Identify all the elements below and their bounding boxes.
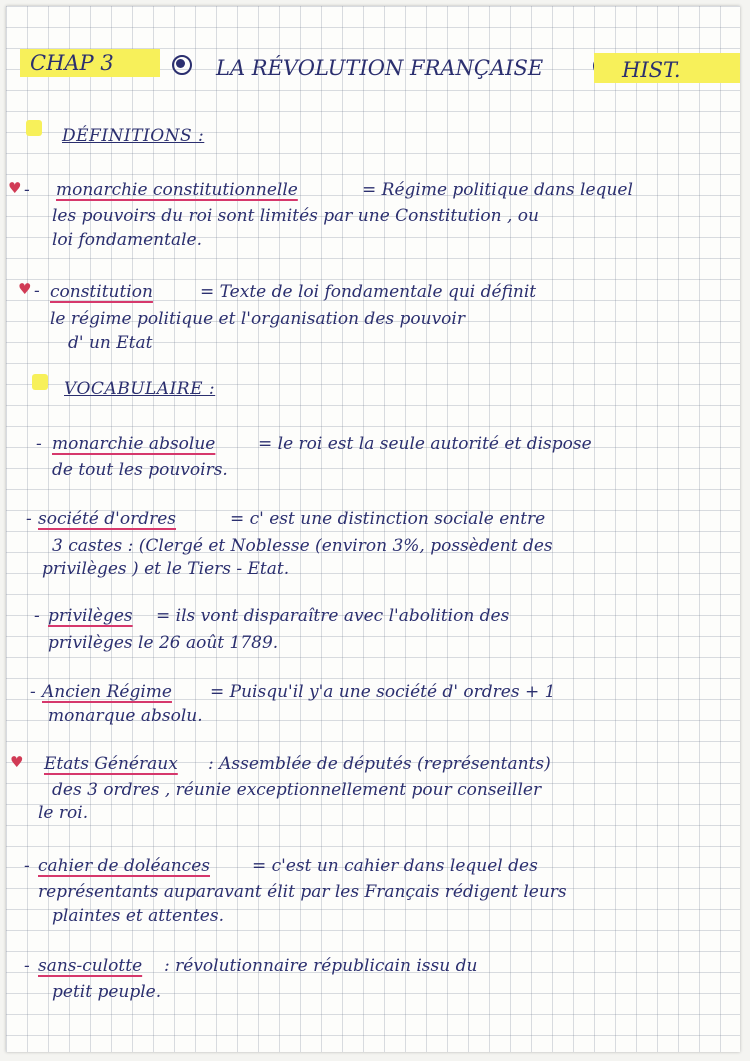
vocab-text: de tout les pouvoirs. xyxy=(52,460,228,480)
vocab-text: 3 castes : (Clergé et Noblesse (environ 3%, possèdent des xyxy=(52,536,553,556)
vocab-dash: - xyxy=(26,509,32,529)
vocab-text: : révolutionnaire républicain issu du xyxy=(164,956,478,976)
vocab-text: des 3 ordres , réunie exceptionnellement pour conseiller xyxy=(52,780,542,800)
vocab-term: Etats Généraux xyxy=(44,754,178,774)
vocab-text: = le roi est la seule autorité et dispose xyxy=(258,434,592,454)
definition-dash: - xyxy=(24,180,30,200)
vocab-text: = Puisqu'il y'a une société d' ordres + 1 xyxy=(210,682,556,702)
vocab-text: = c' est une distinction sociale entre xyxy=(230,509,546,529)
vocab-term: société d'ordres xyxy=(38,509,176,529)
heart-icon: ♥ xyxy=(8,179,22,197)
definition-text: loi fondamentale. xyxy=(52,230,203,250)
vocab-text: plaintes et attentes. xyxy=(52,906,224,926)
definition-term: constitution xyxy=(50,282,153,302)
vocabulary-heading: VOCABULAIRE : xyxy=(64,379,216,399)
vocab-term: cahier de doléances xyxy=(38,856,210,876)
vocab-text: le roi. xyxy=(38,803,89,823)
definition-text: = Régime politique dans lequel xyxy=(362,180,633,200)
vocab-text: = c'est un cahier dans lequel des xyxy=(252,856,538,876)
page-title: LA RÉVOLUTION FRANÇAISE xyxy=(216,56,544,80)
vocab-term: Ancien Régime xyxy=(42,682,172,702)
vocab-term: privilèges xyxy=(48,606,133,626)
vocab-dash: - xyxy=(36,434,42,454)
definition-text: le régime politique et l'organisation des pouvoir xyxy=(50,309,465,329)
vocab-dash: - xyxy=(30,682,36,702)
vocab-term: monarchie absolue xyxy=(52,434,216,454)
definitions-heading: DÉFINITIONS : xyxy=(62,126,205,146)
heart-icon: ♥ xyxy=(10,753,24,771)
filled-circle-icon xyxy=(172,55,192,75)
vocab-text: privilèges le 26 août 1789. xyxy=(48,633,279,653)
vocab-text: = ils vont disparaître avec l'abolition des xyxy=(156,606,510,626)
definition-term: monarchie constitutionnelle xyxy=(56,180,298,200)
vocab-dash: - xyxy=(24,856,30,876)
chapter-label: CHAP 3 xyxy=(30,51,114,75)
vocab-dash: - xyxy=(24,956,30,976)
yellow-bullet-icon xyxy=(32,374,48,390)
definition-text: les pouvoirs du roi sont limités par une Constitution , ou xyxy=(52,206,539,226)
vocab-term: sans-culotte xyxy=(38,956,143,976)
vocab-text: : Assemblée de députés (représentants) xyxy=(208,754,551,774)
heart-icon: ♥ xyxy=(18,280,32,298)
vocab-text: monarque absolu. xyxy=(48,706,203,726)
yellow-bullet-icon xyxy=(26,120,42,136)
vocab-text: petit peuple. xyxy=(52,982,162,1002)
definition-dash: - xyxy=(34,281,40,301)
vocab-dash: - xyxy=(34,606,40,626)
vocab-text: privilèges ) et le Tiers - Etat. xyxy=(42,559,290,579)
definition-text: d' un Etat xyxy=(68,333,153,353)
vocab-text: représentants auparavant élit par les Français rédigent leurs xyxy=(38,882,567,902)
notebook-page xyxy=(6,6,740,1052)
definition-text: = Texte de loi fondamentale qui définit xyxy=(200,282,537,302)
subject-label: HIST. xyxy=(622,58,681,82)
